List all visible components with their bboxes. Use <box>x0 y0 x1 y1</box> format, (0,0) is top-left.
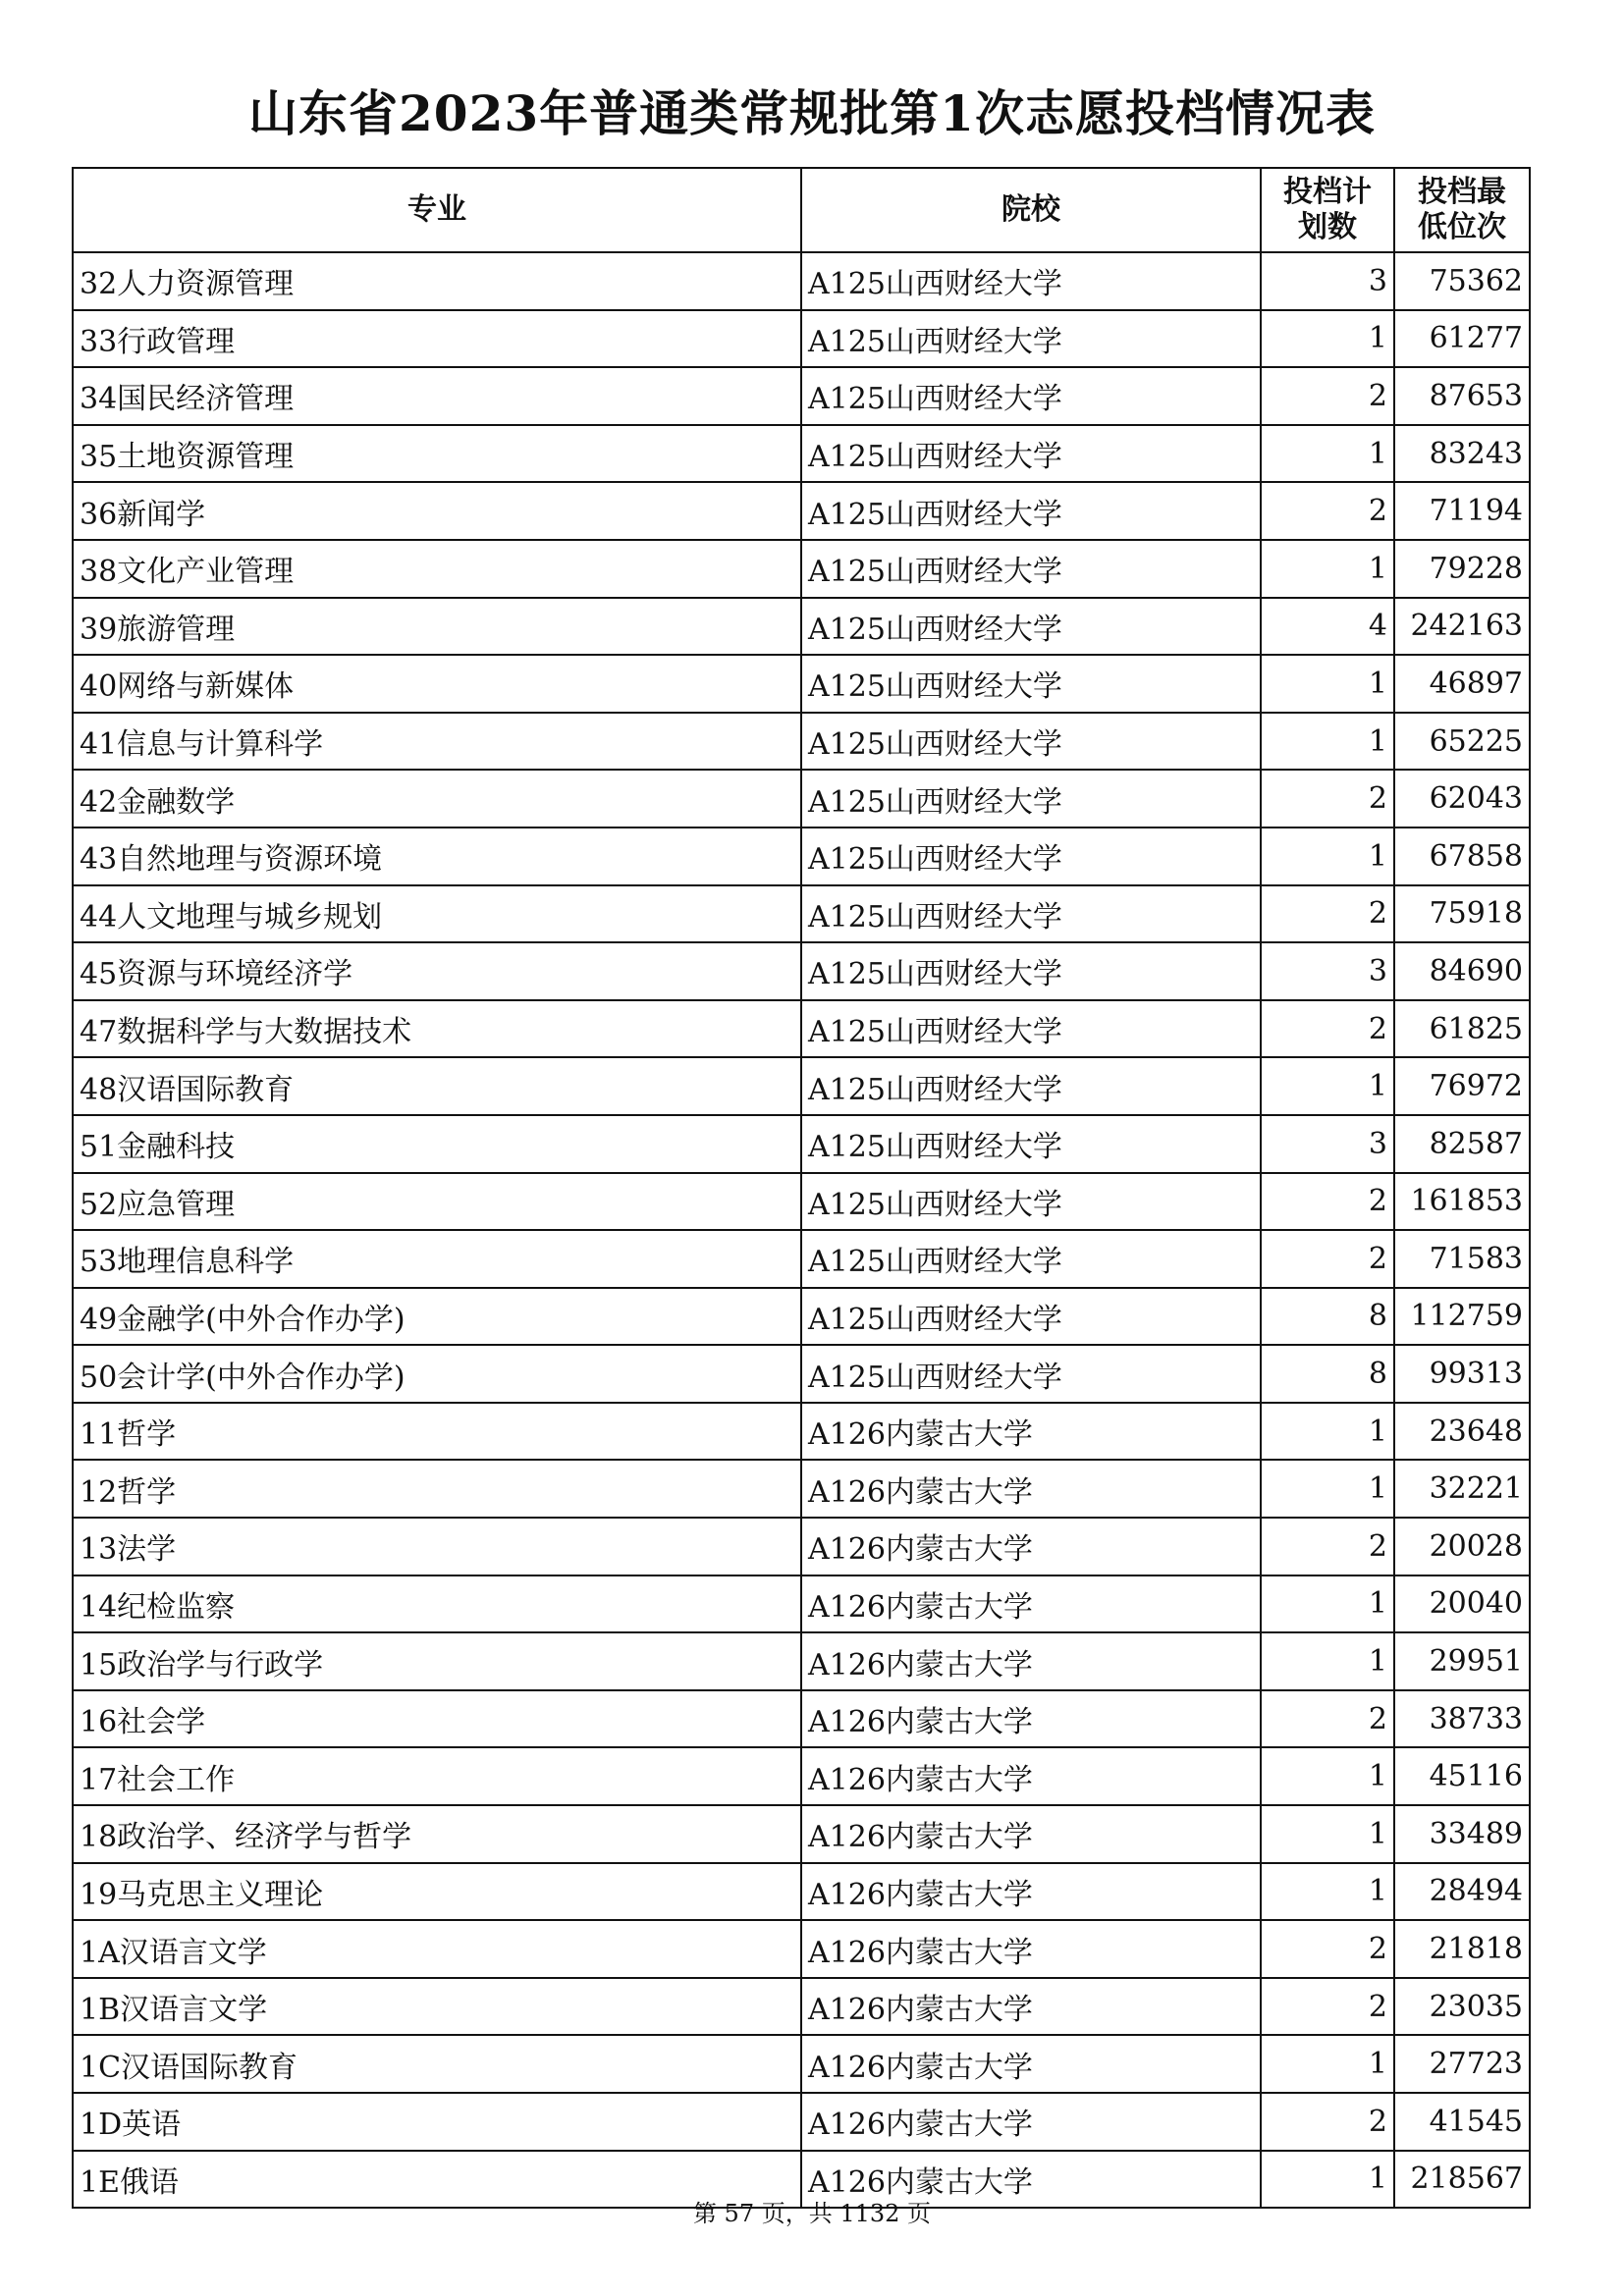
cell-plan: 3 <box>1261 252 1394 310</box>
cell-plan: 1 <box>1261 713 1394 771</box>
cell-plan: 1 <box>1261 2035 1394 2093</box>
cell-major: 39旅游管理 <box>73 598 801 656</box>
cell-rank: 242163 <box>1394 598 1530 656</box>
cell-major: 16社会学 <box>73 1690 801 1748</box>
table-row <box>73 1632 1530 1690</box>
cell-school: A125山西财经大学 <box>801 252 1261 310</box>
cell-rank: 61825 <box>1394 1000 1530 1058</box>
cell-school: A125山西财经大学 <box>801 482 1261 540</box>
cell-rank: 75362 <box>1394 252 1530 310</box>
table-row <box>73 1978 1530 2036</box>
cell-school: A126内蒙古大学 <box>801 1805 1261 1863</box>
table-body <box>73 252 1530 2208</box>
cell-major: 1D英语 <box>73 2093 801 2151</box>
cell-plan: 1 <box>1261 540 1394 598</box>
cell-rank: 76972 <box>1394 1057 1530 1115</box>
table-row <box>73 885 1530 943</box>
table-row <box>73 2093 1530 2151</box>
cell-major: 32人力资源管理 <box>73 252 801 310</box>
cell-school: A126内蒙古大学 <box>801 2151 1261 2209</box>
cell-rank: 23648 <box>1394 1403 1530 1461</box>
cell-rank: 20028 <box>1394 1518 1530 1575</box>
cell-major: 48汉语国际教育 <box>73 1057 801 1115</box>
page-title: 山东省2023年普通类常规批第1次志愿投档情况表 <box>248 84 1376 142</box>
cell-rank: 20040 <box>1394 1575 1530 1633</box>
cell-rank: 87653 <box>1394 367 1530 425</box>
cell-plan: 1 <box>1261 1057 1394 1115</box>
cell-rank: 161853 <box>1394 1173 1530 1231</box>
cell-school: A125山西财经大学 <box>801 310 1261 368</box>
cell-rank: 79228 <box>1394 540 1530 598</box>
cell-plan: 8 <box>1261 1288 1394 1346</box>
cell-major: 11哲学 <box>73 1403 801 1461</box>
cell-plan: 4 <box>1261 598 1394 656</box>
cell-school: A125山西财经大学 <box>801 942 1261 1000</box>
cell-plan: 1 <box>1261 1575 1394 1633</box>
cell-rank: 218567 <box>1394 2151 1530 2209</box>
cell-plan: 2 <box>1261 1000 1394 1058</box>
header-rank-line1: 投档最 <box>1418 175 1506 209</box>
cell-plan: 1 <box>1261 1403 1394 1461</box>
cell-plan: 1 <box>1261 310 1394 368</box>
cell-school: A126内蒙古大学 <box>801 1920 1261 1978</box>
cell-plan: 3 <box>1261 1115 1394 1173</box>
cell-rank: 62043 <box>1394 770 1530 828</box>
cell-rank: 99313 <box>1394 1345 1530 1403</box>
table-row <box>73 540 1530 598</box>
table-row <box>73 2035 1530 2093</box>
cell-school: A125山西财经大学 <box>801 1288 1261 1346</box>
cell-school: A126内蒙古大学 <box>801 1863 1261 1921</box>
cell-major: 18政治学、经济学与哲学 <box>73 1805 801 1863</box>
cell-major: 1A汉语言文学 <box>73 1920 801 1978</box>
cell-school: A125山西财经大学 <box>801 1000 1261 1058</box>
cell-rank: 71194 <box>1394 482 1530 540</box>
cell-rank: 61277 <box>1394 310 1530 368</box>
cell-major: 50会计学(中外合作办学) <box>73 1345 801 1403</box>
cell-plan: 1 <box>1261 2151 1394 2209</box>
cell-rank: 32221 <box>1394 1460 1530 1518</box>
cell-plan: 1 <box>1261 1863 1394 1921</box>
cell-rank: 38733 <box>1394 1690 1530 1748</box>
table-row <box>73 252 1530 310</box>
header-plan <box>1261 168 1394 252</box>
table-row <box>73 1288 1530 1346</box>
cell-major: 49金融学(中外合作办学) <box>73 1288 801 1346</box>
header-rank <box>1394 168 1530 252</box>
admission-table <box>72 167 1531 2209</box>
cell-rank: 112759 <box>1394 1288 1530 1346</box>
table-row <box>73 1460 1530 1518</box>
cell-school: A126内蒙古大学 <box>801 2035 1261 2093</box>
cell-school: A125山西财经大学 <box>801 885 1261 943</box>
cell-rank: 23035 <box>1394 1978 1530 2036</box>
cell-major: 15政治学与行政学 <box>73 1632 801 1690</box>
cell-school: A126内蒙古大学 <box>801 1518 1261 1575</box>
table-row <box>73 713 1530 771</box>
table-row <box>73 482 1530 540</box>
cell-school: A125山西财经大学 <box>801 598 1261 656</box>
cell-major: 41信息与计算科学 <box>73 713 801 771</box>
cell-major: 17社会工作 <box>73 1747 801 1805</box>
table-row <box>73 1920 1530 1978</box>
cell-rank: 67858 <box>1394 828 1530 885</box>
cell-rank: 27723 <box>1394 2035 1530 2093</box>
cell-major: 42金融数学 <box>73 770 801 828</box>
cell-school: A125山西财经大学 <box>801 367 1261 425</box>
cell-major: 40网络与新媒体 <box>73 655 801 713</box>
table-row <box>73 655 1530 713</box>
cell-school: A126内蒙古大学 <box>801 2093 1261 2151</box>
cell-major: 44人文地理与城乡规划 <box>73 885 801 943</box>
table-row <box>73 1115 1530 1173</box>
table-row <box>73 1863 1530 1921</box>
cell-school: A125山西财经大学 <box>801 828 1261 885</box>
table-row <box>73 310 1530 368</box>
cell-school: A125山西财经大学 <box>801 1173 1261 1231</box>
header-plan-line1: 投档计 <box>1283 175 1372 209</box>
cell-rank: 71583 <box>1394 1230 1530 1288</box>
header-major: 专业 <box>73 168 801 252</box>
cell-plan: 2 <box>1261 1230 1394 1288</box>
table-row <box>73 1345 1530 1403</box>
cell-school: A125山西财经大学 <box>801 1345 1261 1403</box>
table-row <box>73 1805 1530 1863</box>
table-row <box>73 1057 1530 1115</box>
page-footer: 第 57 页，共 1132 页 <box>692 2200 932 2227</box>
cell-rank: 28494 <box>1394 1863 1530 1921</box>
cell-plan: 1 <box>1261 1805 1394 1863</box>
cell-rank: 82587 <box>1394 1115 1530 1173</box>
cell-school: A126内蒙古大学 <box>801 1690 1261 1748</box>
cell-plan: 2 <box>1261 1920 1394 1978</box>
cell-school: A125山西财经大学 <box>801 1057 1261 1115</box>
table-row <box>73 828 1530 885</box>
cell-major: 51金融科技 <box>73 1115 801 1173</box>
header-school: 院校 <box>801 168 1261 252</box>
cell-plan: 1 <box>1261 1632 1394 1690</box>
cell-plan: 3 <box>1261 942 1394 1000</box>
cell-school: A125山西财经大学 <box>801 425 1261 483</box>
table-row <box>73 942 1530 1000</box>
cell-school: A125山西财经大学 <box>801 770 1261 828</box>
cell-plan: 1 <box>1261 425 1394 483</box>
cell-school: A126内蒙古大学 <box>801 1575 1261 1633</box>
cell-school: A125山西财经大学 <box>801 655 1261 713</box>
cell-major: 12哲学 <box>73 1460 801 1518</box>
cell-major: 47数据科学与大数据技术 <box>73 1000 801 1058</box>
cell-plan: 2 <box>1261 367 1394 425</box>
cell-school: A125山西财经大学 <box>801 1230 1261 1288</box>
table-row <box>73 1518 1530 1575</box>
cell-plan: 2 <box>1261 482 1394 540</box>
cell-major: 35土地资源管理 <box>73 425 801 483</box>
cell-school: A126内蒙古大学 <box>801 1632 1261 1690</box>
cell-school: A126内蒙古大学 <box>801 1747 1261 1805</box>
cell-rank: 29951 <box>1394 1632 1530 1690</box>
cell-major: 53地理信息科学 <box>73 1230 801 1288</box>
cell-plan: 1 <box>1261 655 1394 713</box>
cell-rank: 46897 <box>1394 655 1530 713</box>
cell-plan: 1 <box>1261 1460 1394 1518</box>
header-rank-line2: 低位次 <box>1418 210 1506 244</box>
cell-rank: 75918 <box>1394 885 1530 943</box>
table-row <box>73 1403 1530 1461</box>
header-plan-line2: 划数 <box>1298 210 1357 244</box>
cell-plan: 1 <box>1261 1747 1394 1805</box>
cell-plan: 2 <box>1261 885 1394 943</box>
table-row <box>73 1230 1530 1288</box>
cell-major: 1C汉语国际教育 <box>73 2035 801 2093</box>
table-row <box>73 1747 1530 1805</box>
cell-rank: 65225 <box>1394 713 1530 771</box>
cell-major: 1E俄语 <box>73 2151 801 2209</box>
cell-rank: 84690 <box>1394 942 1530 1000</box>
cell-major: 33行政管理 <box>73 310 801 368</box>
table-row <box>73 598 1530 656</box>
cell-plan: 2 <box>1261 1173 1394 1231</box>
cell-rank: 21818 <box>1394 1920 1530 1978</box>
cell-major: 45资源与环境经济学 <box>73 942 801 1000</box>
table-row <box>73 367 1530 425</box>
table-row <box>73 425 1530 483</box>
table-header-row <box>73 168 1530 252</box>
cell-plan: 2 <box>1261 1690 1394 1748</box>
cell-major: 1B汉语言文学 <box>73 1978 801 2036</box>
table-row <box>73 770 1530 828</box>
cell-school: A126内蒙古大学 <box>801 1460 1261 1518</box>
cell-plan: 1 <box>1261 828 1394 885</box>
table-row <box>73 1575 1530 1633</box>
cell-school: A125山西财经大学 <box>801 1115 1261 1173</box>
cell-major: 13法学 <box>73 1518 801 1575</box>
cell-plan: 2 <box>1261 1518 1394 1575</box>
table-row <box>73 1000 1530 1058</box>
cell-major: 36新闻学 <box>73 482 801 540</box>
cell-school: A125山西财经大学 <box>801 540 1261 598</box>
cell-school: A126内蒙古大学 <box>801 1978 1261 2036</box>
cell-school: A126内蒙古大学 <box>801 1403 1261 1461</box>
cell-plan: 2 <box>1261 2093 1394 2151</box>
cell-plan: 8 <box>1261 1345 1394 1403</box>
cell-major: 34国民经济管理 <box>73 367 801 425</box>
cell-rank: 45116 <box>1394 1747 1530 1805</box>
cell-major: 43自然地理与资源环境 <box>73 828 801 885</box>
cell-rank: 41545 <box>1394 2093 1530 2151</box>
cell-rank: 83243 <box>1394 425 1530 483</box>
cell-major: 14纪检监察 <box>73 1575 801 1633</box>
cell-plan: 2 <box>1261 770 1394 828</box>
table-row <box>73 1690 1530 1748</box>
cell-rank: 33489 <box>1394 1805 1530 1863</box>
cell-school: A125山西财经大学 <box>801 713 1261 771</box>
cell-major: 38文化产业管理 <box>73 540 801 598</box>
table-row <box>73 1173 1530 1231</box>
cell-major: 52应急管理 <box>73 1173 801 1231</box>
cell-major: 19马克思主义理论 <box>73 1863 801 1921</box>
cell-plan: 2 <box>1261 1978 1394 2036</box>
